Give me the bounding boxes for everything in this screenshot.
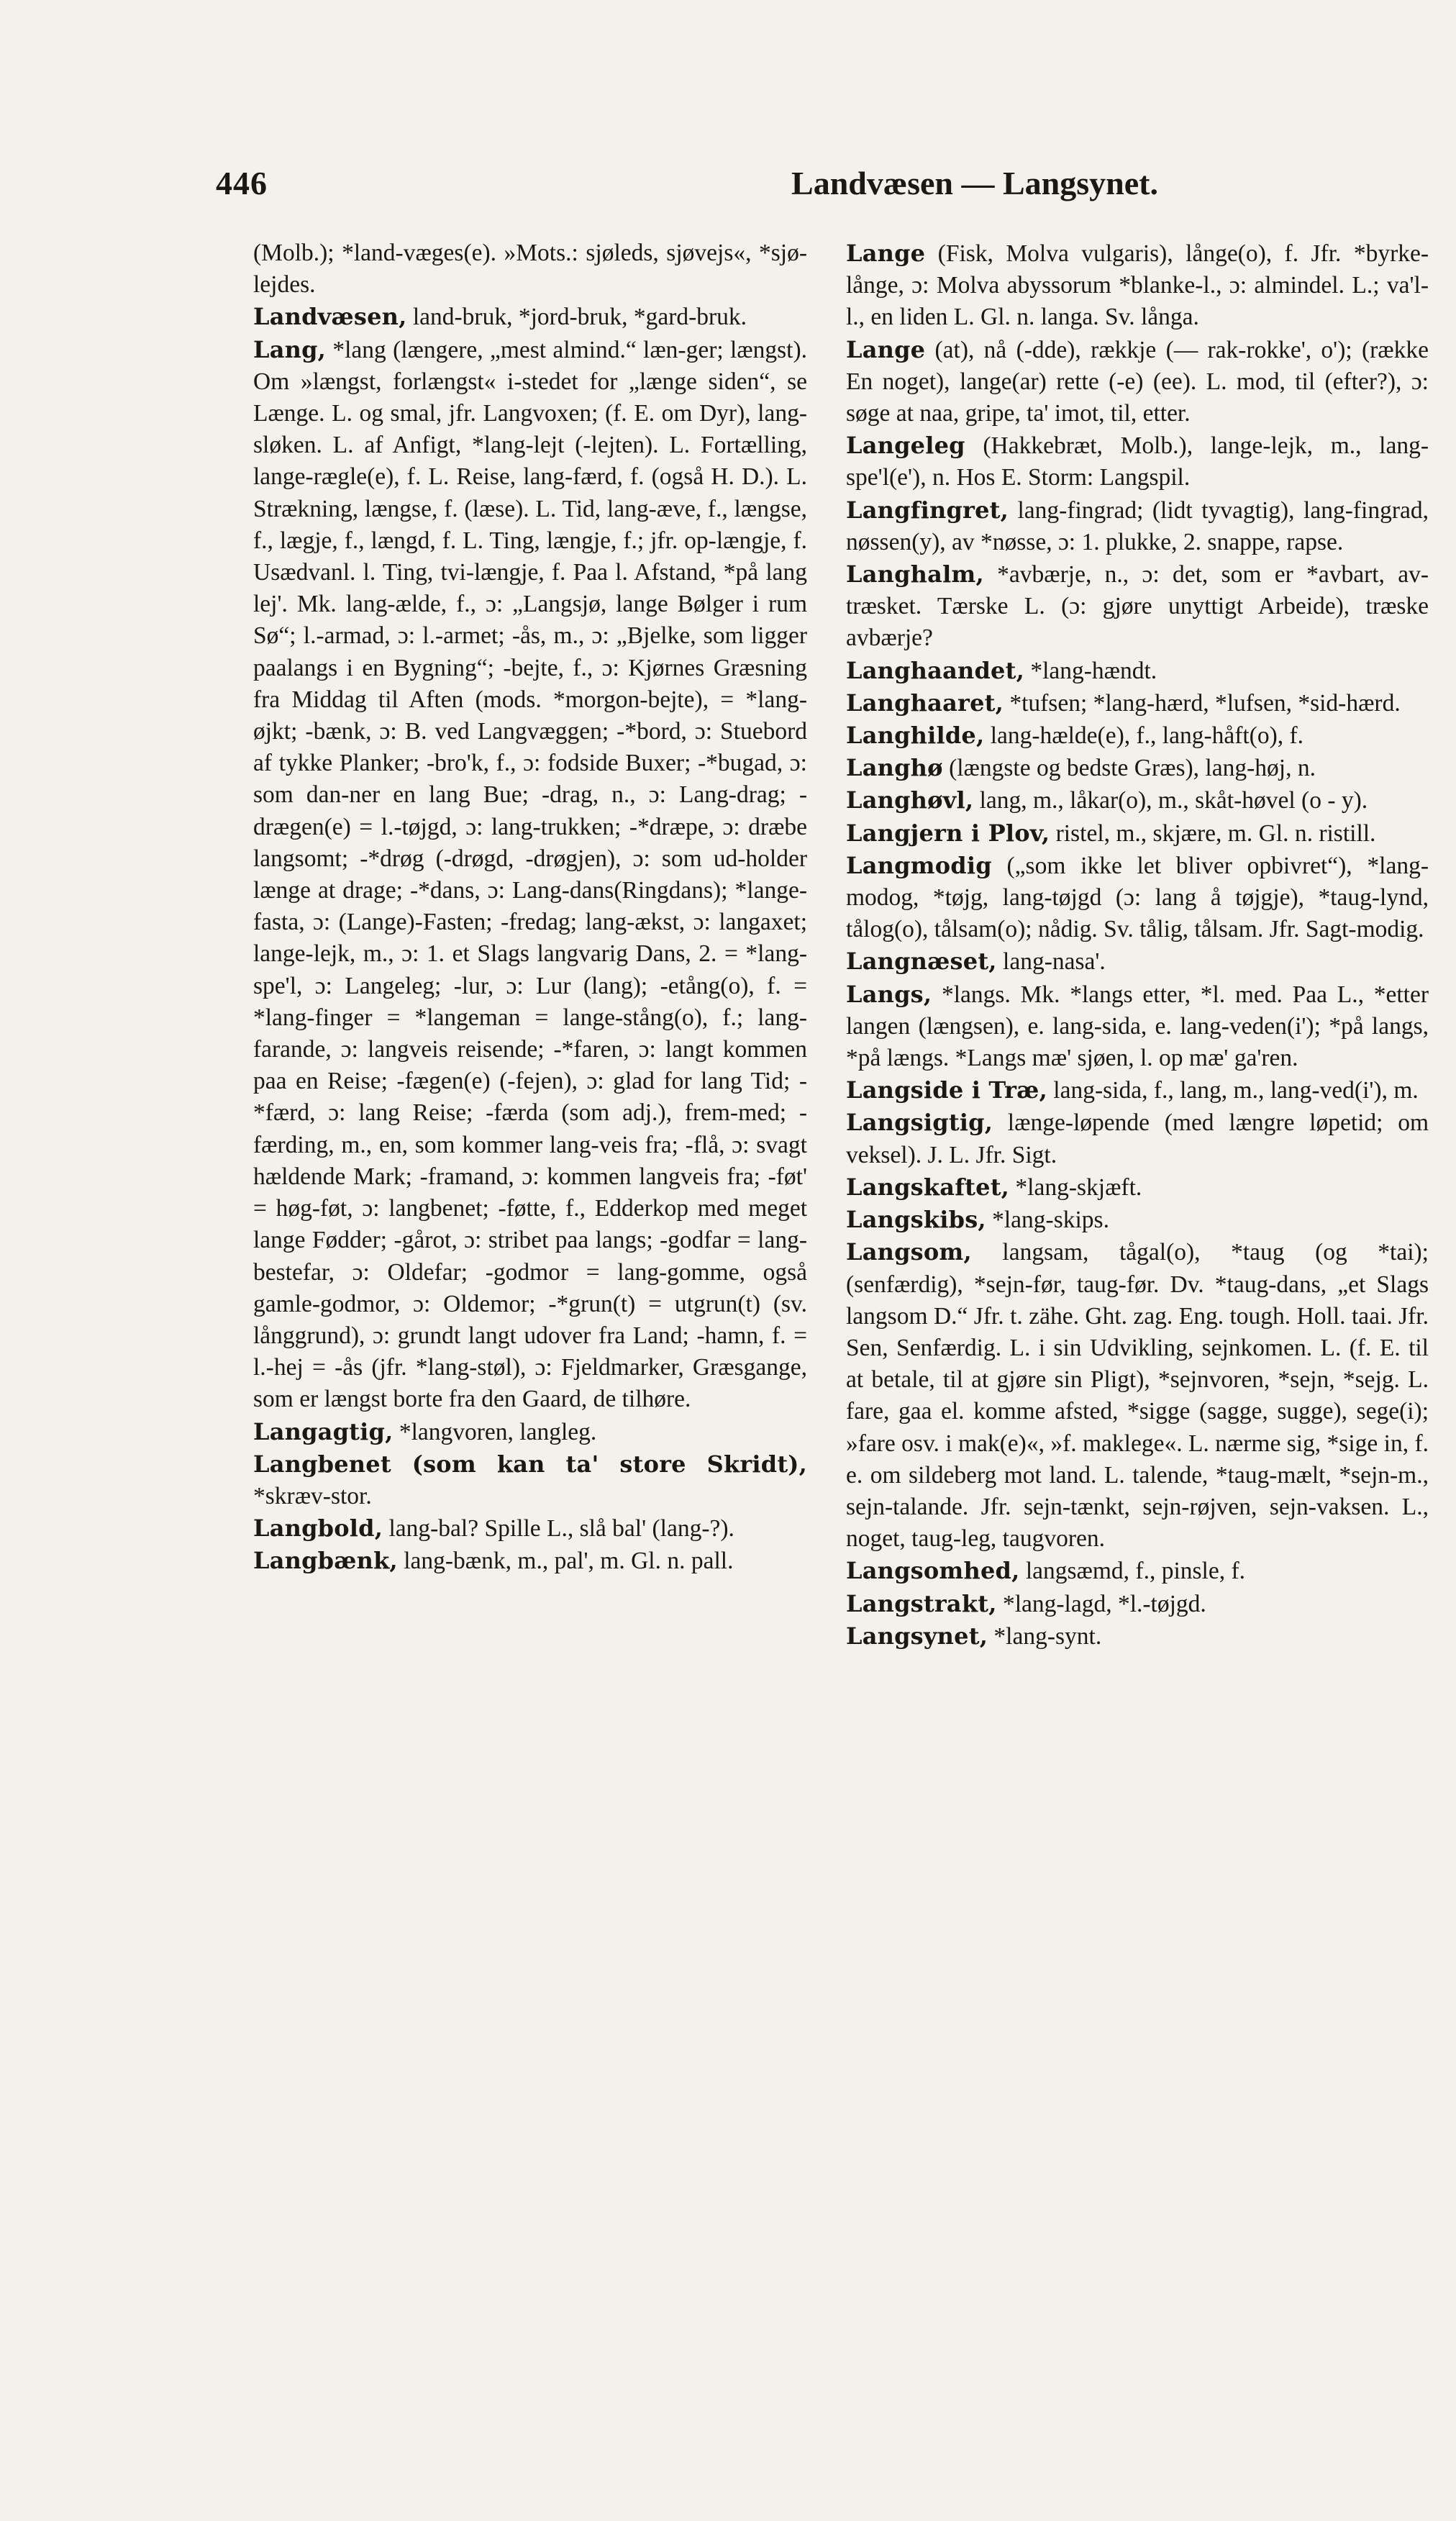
dictionary-entry — [846, 558, 1429, 655]
entry-headword: Langeleg — [846, 432, 965, 460]
dictionary-entry — [846, 430, 1429, 494]
entry-headword: Langside i Træ, — [846, 1076, 1047, 1104]
entry-headword: Lange — [846, 240, 926, 267]
entry-text: lang-bænk, m., pal', m. Gl. n. pall. — [404, 1548, 734, 1575]
dictionary-entry — [846, 237, 1429, 334]
entry-text: lang-sida, f., lang, m., lang-ved(i'), m. — [1053, 1077, 1419, 1104]
entry-headword: Langhaaret, — [846, 689, 1004, 717]
entry-text: (Hakkebræt, Molb.), lange-lejk, m., lang-spe'l(e'), n. Hos E. Storm: Langspil. — [846, 432, 1429, 491]
entry-text: *lang-hændt. — [1030, 657, 1157, 684]
entry-headword: Langjern i Plov, — [846, 819, 1050, 847]
dictionary-entry — [253, 237, 807, 301]
dictionary-entry — [846, 494, 1429, 558]
entry-text: (Fisk, Molva vulgaris), långe(o), f. Jfr. *byrke-långe, ɔ: Molva abyssorum *blanke-l., ɔ: almindel. L.; va'l-l., en liden L. Gl. n. langa. Sv. långa. — [846, 240, 1429, 331]
entry-text: *skræv-stor. — [253, 1482, 372, 1509]
entry-headword: Langstrakt, — [846, 1589, 997, 1617]
entry-headword: Langhilde, — [846, 722, 985, 750]
entry-headword: Langhø — [846, 754, 943, 782]
dictionary-entry — [846, 1620, 1429, 1653]
entry-headword: Lange — [846, 335, 926, 363]
dictionary-entry — [846, 817, 1429, 850]
entry-text: *langs. Mk. *langs etter, *l. med. Paa L., *etter langen (længsen), e. lang-sida, e. lang-veden(i'); *på langs, *på længs. *Langs mæ' sjøen, l. op mæ' ga'ren. — [846, 981, 1429, 1072]
dictionary-entry — [846, 945, 1429, 978]
left-column — [253, 237, 807, 1578]
entry-text: *avbærje, n., ɔ: det, som er *avbart, av-træsket. Tærske L. (ɔ: gjøre unyttigt Arbeide), træske avbærje? — [846, 561, 1429, 652]
entry-headword: Langsynet, — [846, 1622, 988, 1650]
right-column — [846, 237, 1429, 1653]
entry-headword: Langhøvl, — [846, 786, 974, 814]
entry-text: *lang-lagd, *l.-tøjgd. — [1002, 1590, 1206, 1617]
entry-headword: Langmodig — [846, 851, 992, 879]
entry-text: længe-løpende (med længre løpetid; om veksel). J. L. Jfr. Sigt. — [846, 1109, 1429, 1168]
entry-text: lang-hælde(e), f., lang-håft(o), f. — [990, 722, 1304, 750]
entry-headword: Lang, — [253, 335, 327, 363]
dictionary-entry — [846, 978, 1429, 1075]
entry-text: (at), nå (-dde), rækkje (— rak-rokke', o'); (række En noget), lange(ar) rette (-e) (ee). L. mod, til (efter?), ɔ: søge at naa, gripe, ta' imot, til, etter. — [846, 336, 1429, 427]
entry-headword: Langagtig, — [253, 1417, 393, 1445]
entry-headword: Langsom, — [846, 1238, 972, 1266]
entry-text: langsæmd, f., pinsle, f. — [1025, 1558, 1246, 1585]
dictionary-entry — [846, 334, 1429, 430]
entry-text: („som ikke let bliver opbivret“), *lang-modog, *tøjg, lang-tøjgd (ɔ: lang å tøjgje), *taug-lynd, tålog(o), tålsam(o); nådig. Sv. tålig, tålsam. Jfr. Sagt-modig. — [846, 852, 1429, 943]
entry-text: *lang-skjæft. — [1015, 1173, 1142, 1201]
dictionary-entry — [846, 1171, 1429, 1204]
dictionary-entry — [846, 687, 1429, 719]
dictionary-entry — [846, 784, 1429, 817]
dictionary-entry — [846, 1074, 1429, 1107]
entry-text: (Molb.); *land-væges(e). »Mots.: sjøleds, sjøvejs«, *sjø-lejdes. — [253, 240, 807, 299]
entry-text: ristel, m., skjære, m. Gl. n. ristill. — [1055, 819, 1376, 847]
entry-text: *lang (længere, „mest almind.“ læn-ger; længst). Om »længst, forlængst« i-stedet for „længe siden“, se Længe. L. og smal, jfr. Langvoxen; (f. E. om Dyr), lang-sløken. L. af Anfigt, *lang-lejt (-lejten). L. Fortælling, lange-rægle(e), f. L. Reise, lang-færd, f. (også H. D.). L. Strækning, længse, f. (læse). L. Tid, lang-æve, f., længse, f., lægje, f., længd, f. L. Ting, længje, f.; jfr. op-længje, f. Usædvanl. l. Ting, tvi-længje, f. Paa l. Afstand, *på lang lej'. Mk. lang-ælde, f., ɔ: „Langsjø, lange Bølger i rum Sø“; l.-armad, ɔ: l.-armet; -ås, m., ɔ: „Bjelke, som ligger paalangs i en Bygning“; -bejte, f., ɔ: Kjørnes Græsning fra Middag til Aften (mods. *morgon-bejte), = *lang-øjkt; -bænk, ɔ: B. ved Langvæggen; -*bord, ɔ: Stuebord af tykke Planker; -bro'k, f., ɔ: fodside Buxer; -*bugad, ɔ: som dan-ner en lang Bue; -drag, n., ɔ: Lang-drag; -drægen(e) = l.-tøjgd, ɔ: lang-trukken; -*dræpe, ɔ: dræbe langsomt; -*drøg (-drøgd, -drøgjen), ɔ: som ud-holder længe at drage; -*dans, ɔ: Lang-dans(Ringdans); *lange-fasta, ɔ: (Lange)-Fasten; -fredag; lang-ækst, ɔ: langaxet; lange-lejk, m., ɔ: 1. et Slags langvarig Dans, 2. = *lang-spe'l, ɔ: Langeleg; -lur, ɔ: Lur (lang); -etång(o), f. = *lang-finger = *langeman = lange-stång(o), f.; lang-farande, ɔ: langveis reisende; -*faren, ɔ: langt kommen paa en Reise; -fægen(e) (-fejen), ɔ: glad for lang Tid; -*færd, ɔ: lang Reise; -færda (som adj.), frem-med; -færding, m., en, som kommer lang-veis fra; -flå, ɔ: svagt hældende Mark; -framand, ɔ: kommen langveis fra; -føt' = høg-føt, ɔ: langbenet; -føtte, f., Edderkop med meget lange Fødder; -gårot, ɔ: stribet paa langs; -godfar = lang-bestefar, ɔ: Oldefar; -godmor = lang-gomme, også gamle-godmor, ɔ: Oldemor; -*grun(t) = utgrun(t) (sv. långgrund), ɔ: grundt langt udover fra Land; -hamn, f. = l.-hej = -ås (jfr. *lang-støl), ɔ: Fjeldmarker, Græsgange, som er længst borte fra den Gaard, de tilhøre. — [253, 336, 808, 1413]
entry-text: lang-bal? Spille L., slå bal' (lang-?). — [388, 1515, 734, 1543]
entry-headword: Langskaftet, — [846, 1173, 1010, 1201]
entry-headword: Langskibs, — [846, 1206, 986, 1234]
dictionary-entry — [846, 1555, 1429, 1587]
entry-text: *lang-skips. — [992, 1207, 1109, 1234]
entry-headword: Langs, — [846, 980, 932, 1008]
entry-headword: Langhalm, — [846, 560, 984, 589]
dictionary-entry — [253, 1416, 807, 1448]
dictionary-entry — [846, 850, 1429, 946]
entry-text: lang-fingrad; (lidt tyvagtig), lang-fingrad, nøssen(y), av *nøsse, ɔ: 1. plukke, 2. snappe, rapse. — [846, 496, 1429, 555]
entry-headword: Langsomhed, — [846, 1557, 1020, 1585]
dictionary-entry — [846, 1236, 1429, 1555]
entry-text: *tufsen; *lang-hærd, *lufsen, *sid-hærd. — [1009, 689, 1401, 717]
dictionary-entry — [253, 1448, 807, 1512]
entry-text: land-bruk, *jord-bruk, *gard-bruk. — [412, 304, 747, 331]
dictionary-entry — [253, 1512, 807, 1545]
entry-text: *lang-synt. — [993, 1622, 1102, 1650]
entry-text: (længste og bedste Græs), lang-høj, n. — [949, 755, 1316, 782]
page-header — [216, 164, 1338, 214]
entry-text: lang, m., låkar(o), m., skåt-høvel (o - y). — [979, 787, 1368, 814]
entry-headword: Langbold, — [253, 1514, 383, 1543]
dictionary-entry — [846, 1107, 1429, 1171]
entry-text: langsam, tågal(o), *taug (og *tai); (senfærdig), *sejn-før, taug-før. Dv. *taug-dans, „et Slags langsom D.“ Jfr. t. zähe. Ght. zag. Eng. tough. Holl. taai. Jfr. Sen, Senfærdig. L. i sin Udvikling, sejnkomen. L. (f. E. til at betale, til at gjøre sin Pligt), *sejnvoren, *sejn, *sejg. L. fare, gaa el. komme afsted, *sigge (sagge, sugge), sege(i); »fare osv. i mak(e)«, »f. maklege«. L. nærme sig, *sige in, f. e. om sildeberg mot land. L. talende, *taug-mælt, *sejn-m., sejn-talande. Jfr. sejn-tænkt, sejn-røjven, sejn-vaksen. L., noget, taug-leg, taugvoren. — [846, 1239, 1429, 1553]
dictionary-entry — [846, 655, 1429, 687]
dictionary-entry — [846, 1588, 1429, 1620]
dictionary-entry — [846, 752, 1429, 784]
dictionary-entry — [253, 334, 807, 1416]
dictionary-entry — [846, 1204, 1429, 1236]
entry-headword: Langnæset, — [846, 948, 997, 976]
page-number: 446 — [216, 165, 268, 201]
entry-text: *langvoren, langleg. — [399, 1418, 597, 1445]
dictionary-entry — [253, 1545, 807, 1577]
running-title: Landvæsen — Langsynet. — [791, 165, 1158, 201]
dictionary-entry — [846, 719, 1429, 752]
entry-headword: Landvæsen, — [253, 303, 407, 331]
entry-headword: Langhaandet, — [846, 656, 1024, 684]
entry-headword: Langsigtig, — [846, 1109, 993, 1137]
entry-headword: Langbenet (som kan ta' store Skridt), — [253, 1450, 807, 1478]
entry-headword: Langfingret, — [846, 496, 1009, 524]
entry-text: lang-nasa'. — [1003, 948, 1106, 976]
dictionary-entry — [253, 301, 807, 333]
entry-headword: Langbænk, — [253, 1547, 398, 1575]
